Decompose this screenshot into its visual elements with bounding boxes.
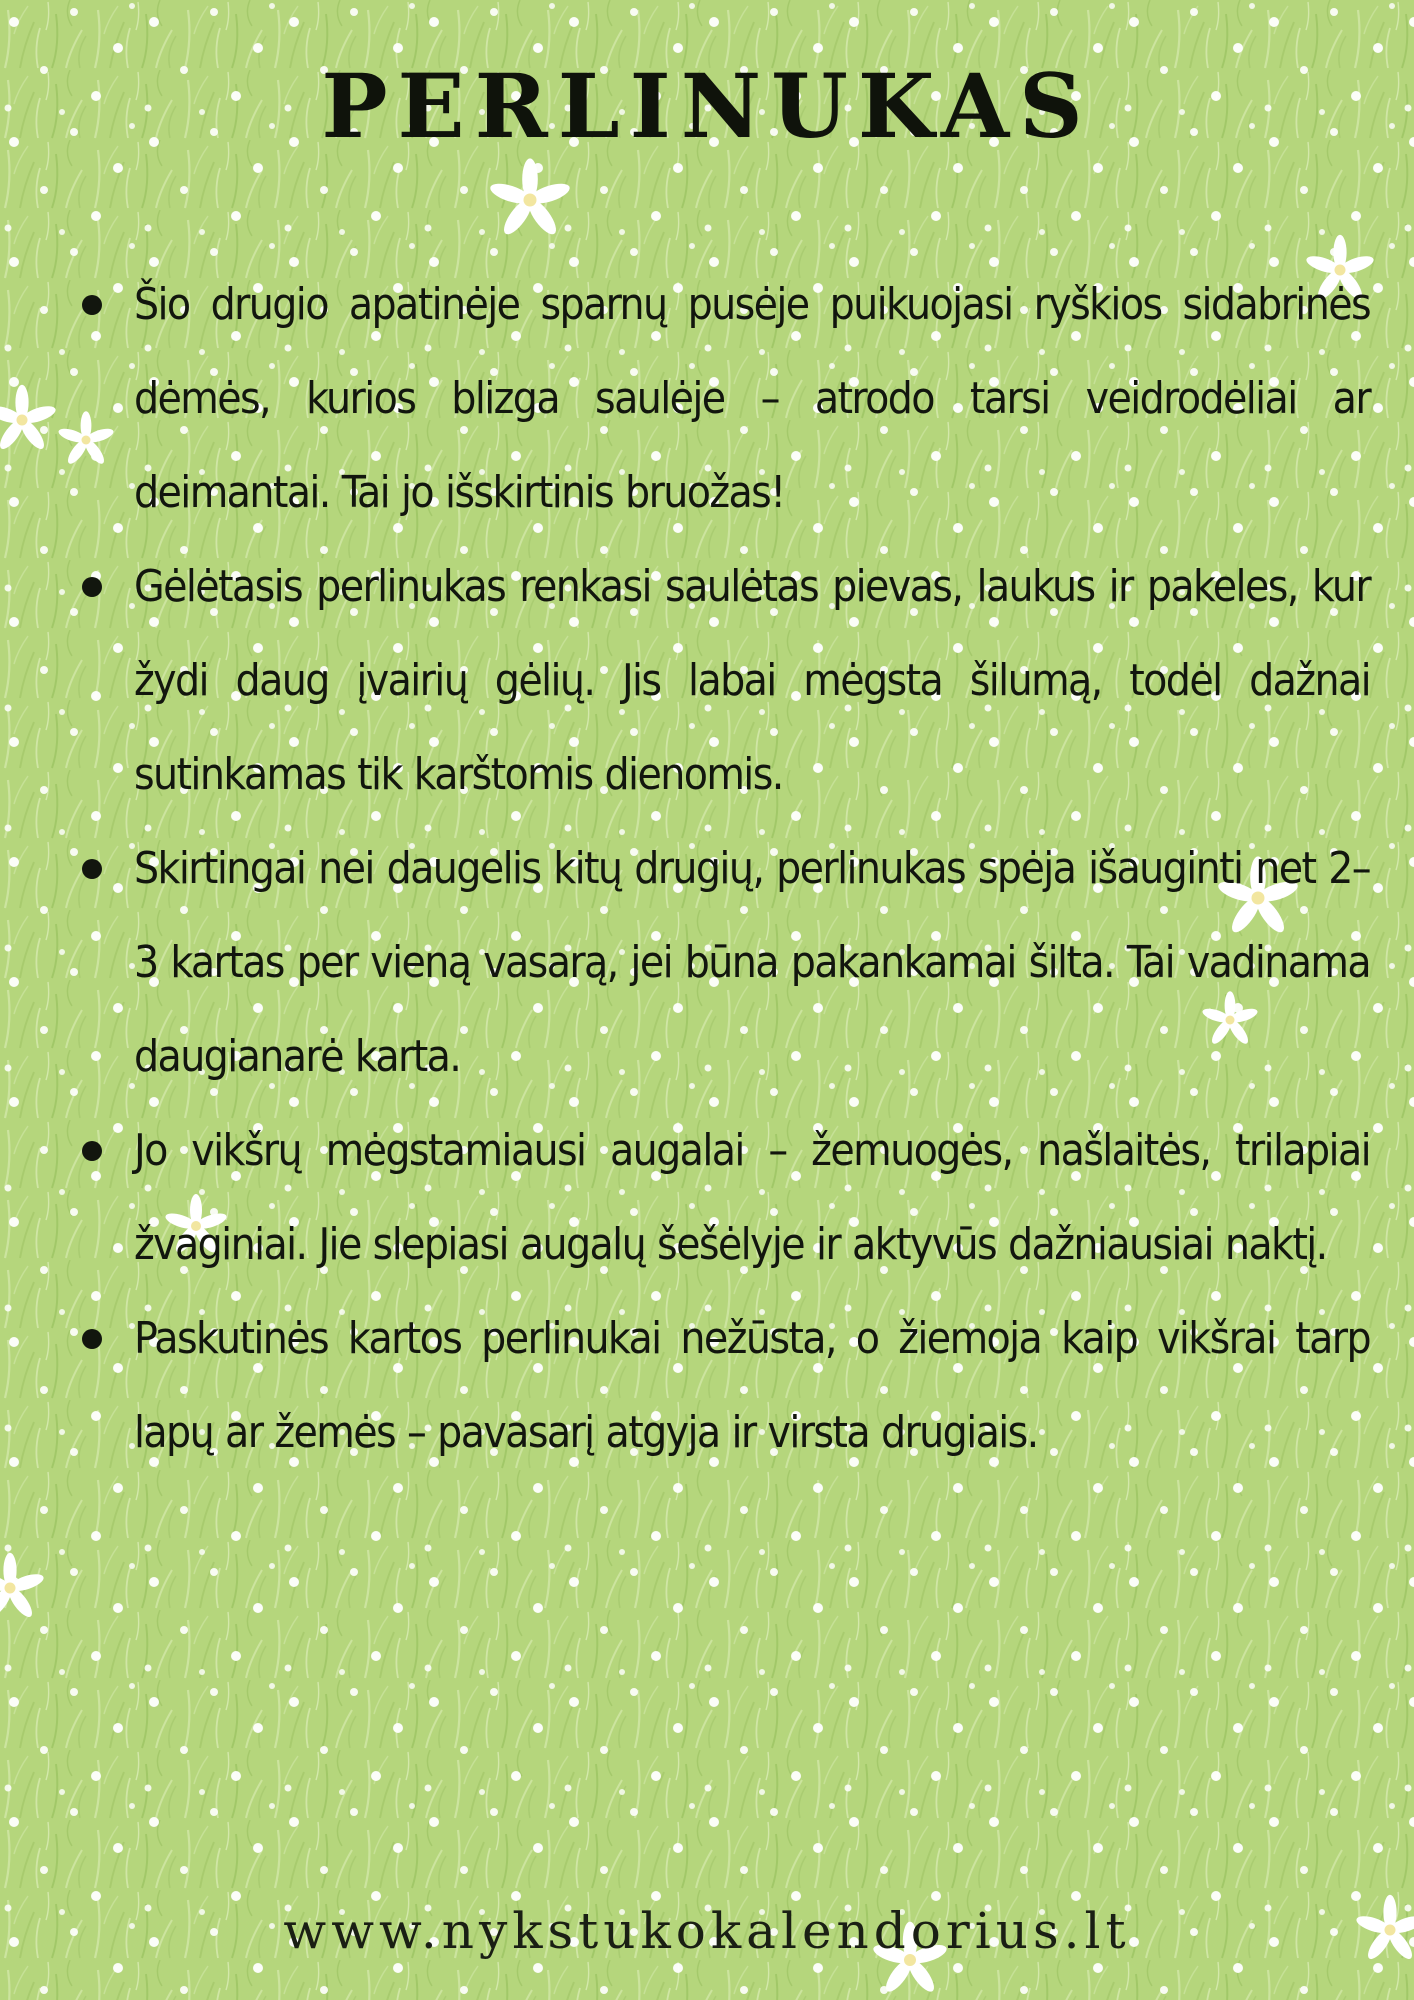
fact-item	[82, 258, 1370, 540]
bullet-icon	[82, 295, 102, 315]
fact-item	[82, 540, 1370, 822]
bullet-icon	[82, 1141, 102, 1161]
fact-text: Gėlėtasis perlinukas renkasi saulėtas pievas, laukus ir pakeles, kur žydi daug įvairių gėlių. Jis labai mėgsta šilumą, todėl dažnai sutinkamas tik karštomis dienomis.	[134, 561, 1370, 800]
page-title: PERLINUKAS	[321, 54, 1093, 158]
bullet-icon	[82, 859, 102, 879]
fact-text: Šio drugio apatinėje sparnų pusėje puikuojasi ryškios sidabrinės dėmės, kurios blizga saulėje – atrodo tarsi veidrodėliai ar deimantai. Tai jo išskirtinis bruožas!	[134, 279, 1370, 518]
bullet-icon	[82, 577, 102, 597]
facts-list	[82, 258, 1370, 1480]
fact-text: Paskutinės kartos perlinukai nežūsta, o žiemoja kaip vikšrai tarp lapų ar žemės – pavasarį atgyja ir virsta drugiais.	[134, 1313, 1370, 1458]
fact-item	[82, 822, 1370, 1104]
fact-item	[82, 1292, 1370, 1480]
website-url: www.nykstukokalendorius.lt	[283, 1902, 1131, 1960]
fact-text: Jo vikšrų mėgstamiausi augalai – žemuogės, našlaitės, trilapiai žvaginiai. Jie slepiasi augalų šešėlyje ir aktyvūs dažniausiai naktį.	[134, 1125, 1370, 1270]
fact-item	[82, 1104, 1370, 1292]
bullet-icon	[82, 1329, 102, 1349]
fact-text: Skirtingai nei daugelis kitų drugių, perlinukas spėja išauginti net 2–3 kartas per vieną vasarą, jei būna pakankamai šilta. Tai vadinama daugianarė karta.	[134, 843, 1370, 1082]
